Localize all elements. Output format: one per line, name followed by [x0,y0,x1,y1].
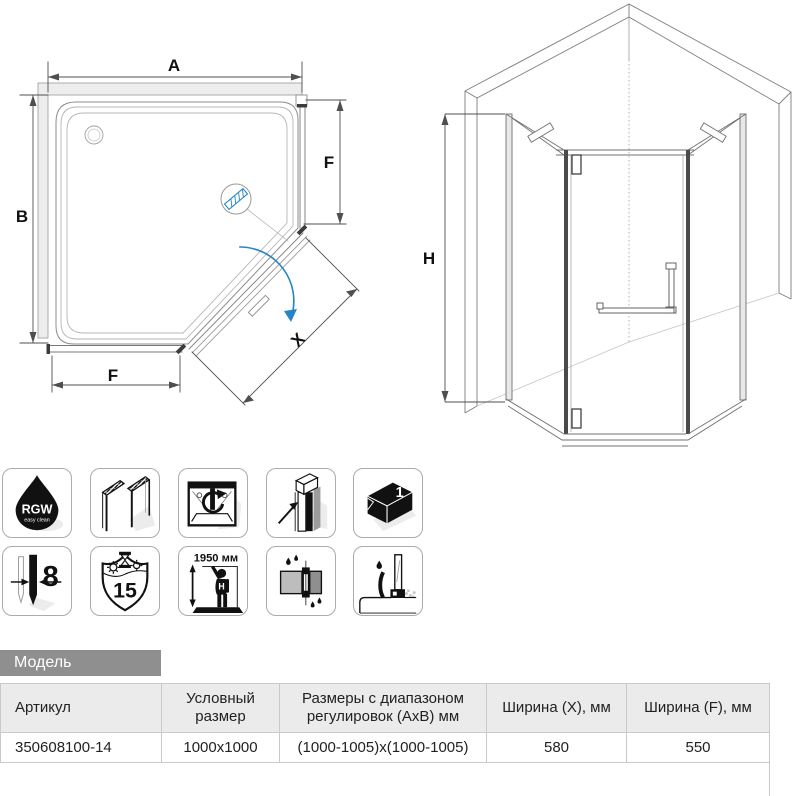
cell-article: 350608100-14 [1,733,162,763]
wall-profile-icon [267,469,335,537]
pivot-door-icon [179,469,247,537]
dim-label-a: A [167,56,181,75]
glass-thickness-icon [3,547,71,615]
feature-waterproof [353,546,423,616]
glass-panels-icon [91,469,159,537]
feature-package-count [353,468,423,538]
feature-glass-thickness [2,546,72,616]
feature-height [178,546,248,616]
column-header-width-x: Ширина (X), мм [487,683,627,733]
glass-hinge-icon [267,547,335,615]
feature-wall-profile [266,468,336,538]
dimension-x [192,238,359,405]
dimension-h [442,114,506,402]
column-header-nominal-size: Условный размер [162,683,280,733]
door-handle-iso [597,263,676,313]
plan-view-drawing [16,56,359,405]
door-handle [248,295,269,316]
column-header-adjust-range: Размеры с диапазоном регулировок (АхВ) мм [280,683,487,733]
feature-glass-hinge [266,546,336,616]
warranty-shield-icon [91,547,159,615]
rgw-drop-icon [3,469,71,537]
feature-pivot-door [178,468,248,538]
height-icon [179,547,247,615]
column-header-article: Артикул [1,683,162,733]
cell-width-x: 580 [487,733,627,763]
plan-tray [56,102,298,344]
rgw-label: RGW [21,502,53,517]
plan-top-wall [38,83,302,95]
plan-bottom-fixed-panel [47,344,187,355]
feature-rgw-easy-clean [2,468,72,538]
dim-label-b: B [15,207,29,226]
dim-label-h: H [422,249,436,268]
glass-thickness-label: 8 [42,560,59,593]
iso-view-drawing [423,4,791,446]
person-h-label: H [218,581,225,592]
dim-label-x: X [287,329,309,351]
height-value-label: 1950 мм [193,552,239,565]
door-swing-arc [240,247,297,322]
table-right-border-extension [769,763,770,796]
product-table [0,683,770,763]
cell-adjust-range: (1000-1005)х(1000-1005) [280,733,487,763]
iso-enclosure [506,114,746,446]
column-header-width-f: Ширина (F), мм [627,683,770,733]
warranty-years-label: 15 [113,578,137,603]
waterproof-threshold-icon [354,547,422,615]
dim-label-f-side: F [323,153,335,172]
table-data-row [1,733,770,763]
package-box-icon [354,469,422,537]
feature-warranty [90,546,160,616]
water-texture [405,589,416,597]
table-model-tab [0,650,161,676]
cell-width-f: 550 [627,733,770,763]
package-count-label: 1 [395,485,404,502]
cell-nominal-size: 1000x1000 [162,733,280,763]
feature-glass-panels [90,468,160,538]
door-hinges [572,155,581,428]
model-tab-label: Модель [14,654,72,671]
table-header-row [1,683,770,733]
dim-label-f-bottom: F [107,366,119,385]
easy-clean-label: easy clean [24,517,50,524]
plan-left-wall [38,95,48,338]
